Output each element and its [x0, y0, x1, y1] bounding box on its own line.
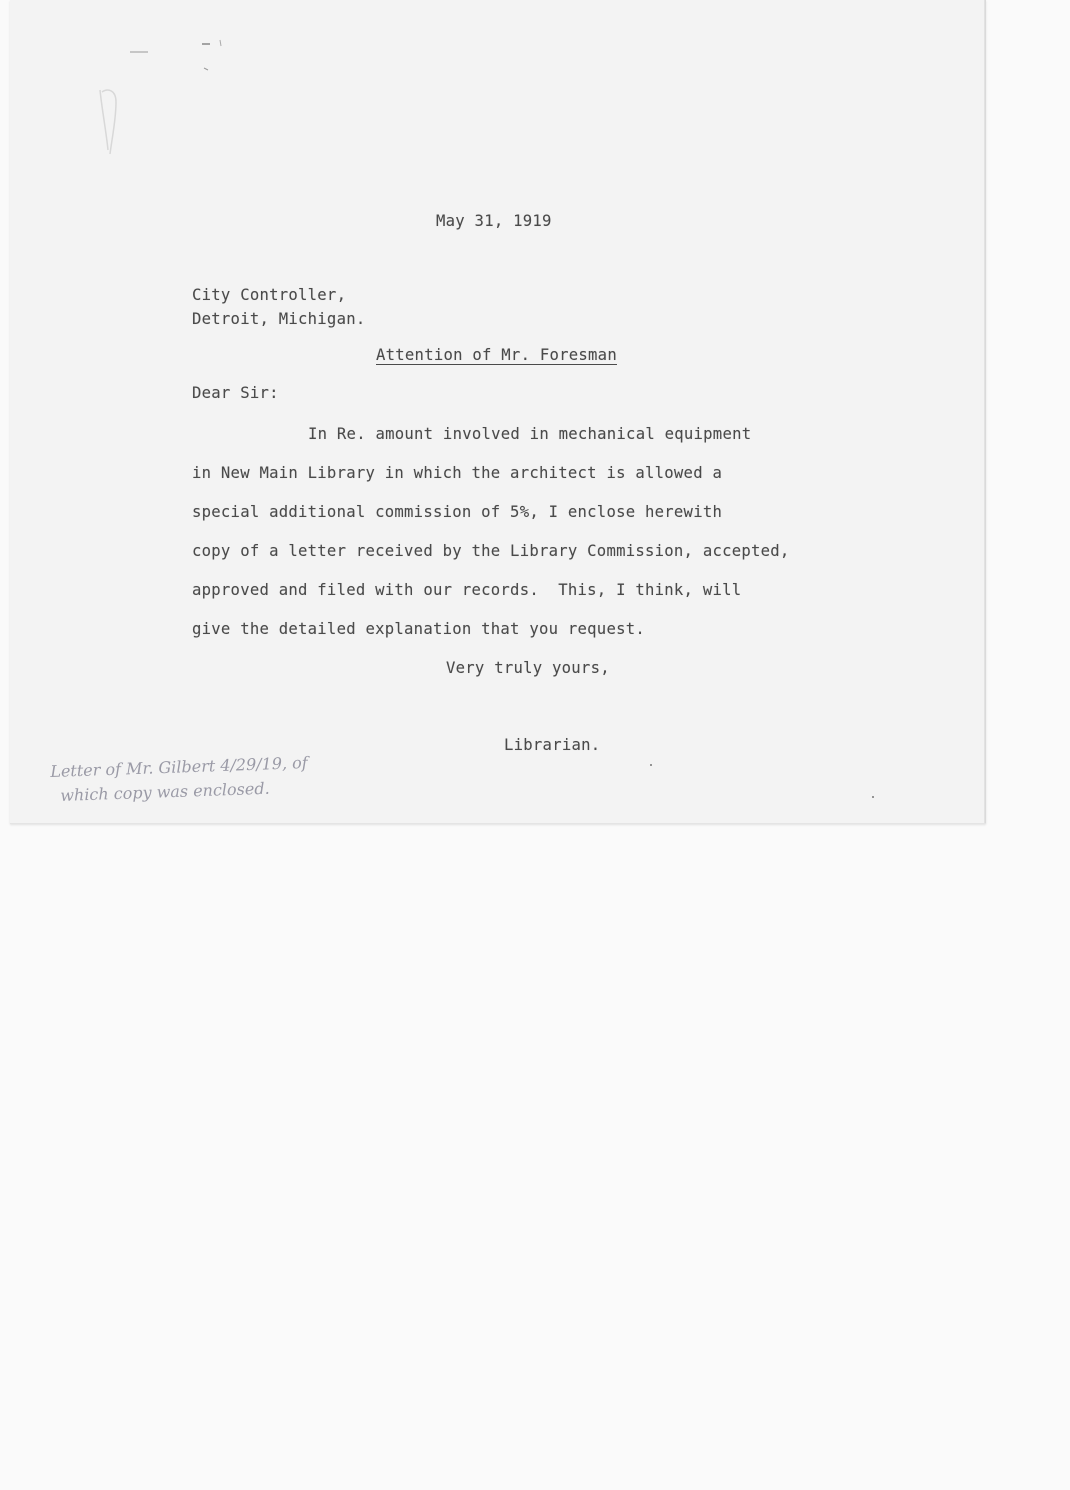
closing: Very truly yours,	[446, 659, 610, 677]
sheet-edge-shadow	[984, 0, 986, 823]
recipient-line-1: City Controller,	[192, 286, 347, 304]
letter-sheet	[10, 0, 986, 824]
attention-line: Attention of Mr. Foresman	[376, 346, 617, 364]
body-line-4: copy of a letter received by the Library Commission, accepted,	[192, 542, 790, 560]
body-line-1: In Re. amount involved in mechanical equipment	[308, 425, 752, 443]
body-line-5: approved and filed with our records. This, I think, will	[192, 581, 742, 599]
body-line-3: special additional commission of 5%, I enclose herewith	[192, 503, 723, 521]
pencil-marks	[90, 30, 230, 160]
salutation: Dear Sir:	[192, 384, 279, 402]
stray-dot	[872, 796, 874, 798]
stray-dot	[650, 764, 652, 766]
signature: Librarian.	[504, 736, 601, 754]
handwritten-note-line-2: which copy was enclosed.	[59, 778, 270, 805]
body-line-6: give the detailed explanation that you request.	[192, 620, 645, 638]
body-line-2: in New Main Library in which the architect is allowed a	[192, 464, 723, 482]
recipient-line-2: Detroit, Michigan.	[192, 310, 366, 328]
handwritten-note-line-1: Letter of Mr. Gilbert 4/29/19, of	[49, 753, 308, 781]
letter-date: May 31, 1919	[436, 212, 552, 230]
